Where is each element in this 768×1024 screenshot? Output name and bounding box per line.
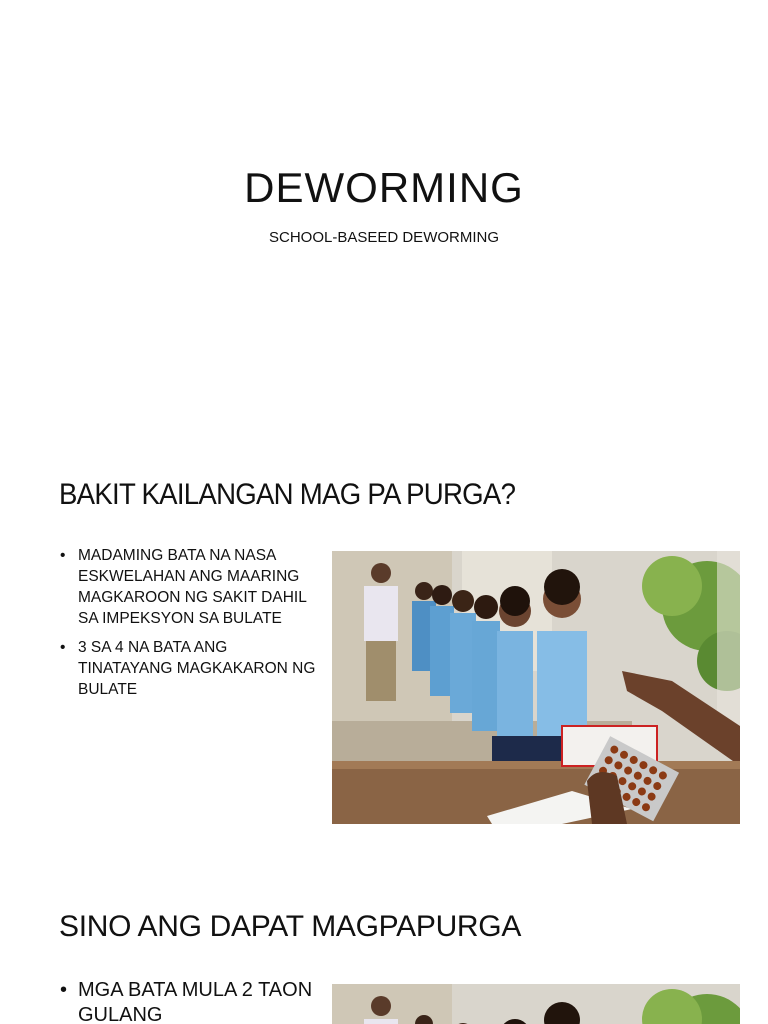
bullet-item (60, 637, 322, 700)
slide-heading: BAKIT KAILANGAN MAG PA PURGA? (59, 478, 516, 511)
slide-title: DEWORMING (244, 164, 524, 211)
bullet-item (60, 978, 322, 1024)
bullet-list (60, 978, 322, 1024)
content-slide (0, 432, 768, 864)
schoolchildren-photo (332, 984, 740, 1024)
bullet-dot-icon: • (60, 979, 68, 1001)
bullet-item (60, 545, 322, 629)
bullet-text: MADAMING BATA NA NASA ESKWELAHAN ANG MAARING MAGKAROON NG SAKIT DAHIL SA IMPEKSYON SA BULATE (78, 547, 307, 627)
slide-subtitle: SCHOOL-BASEED DEWORMING (268, 229, 500, 246)
bullet-list (60, 545, 322, 708)
content-slide (0, 880, 768, 1024)
bullet-text: 3 SA 4 NA BATA ANG TINATAYANG MAGKAKARON NG BULATE (78, 639, 316, 698)
bullet-dot-icon: • (60, 639, 66, 656)
schoolchildren-photo (332, 551, 740, 824)
bullet-dot-icon: • (60, 547, 66, 564)
slide-heading: SINO ANG DAPAT MAGPAPURGA (59, 910, 522, 943)
title-slide (0, 0, 768, 432)
bullet-text: MGA BATA MULA 2 TAON GULANG (78, 979, 313, 1024)
